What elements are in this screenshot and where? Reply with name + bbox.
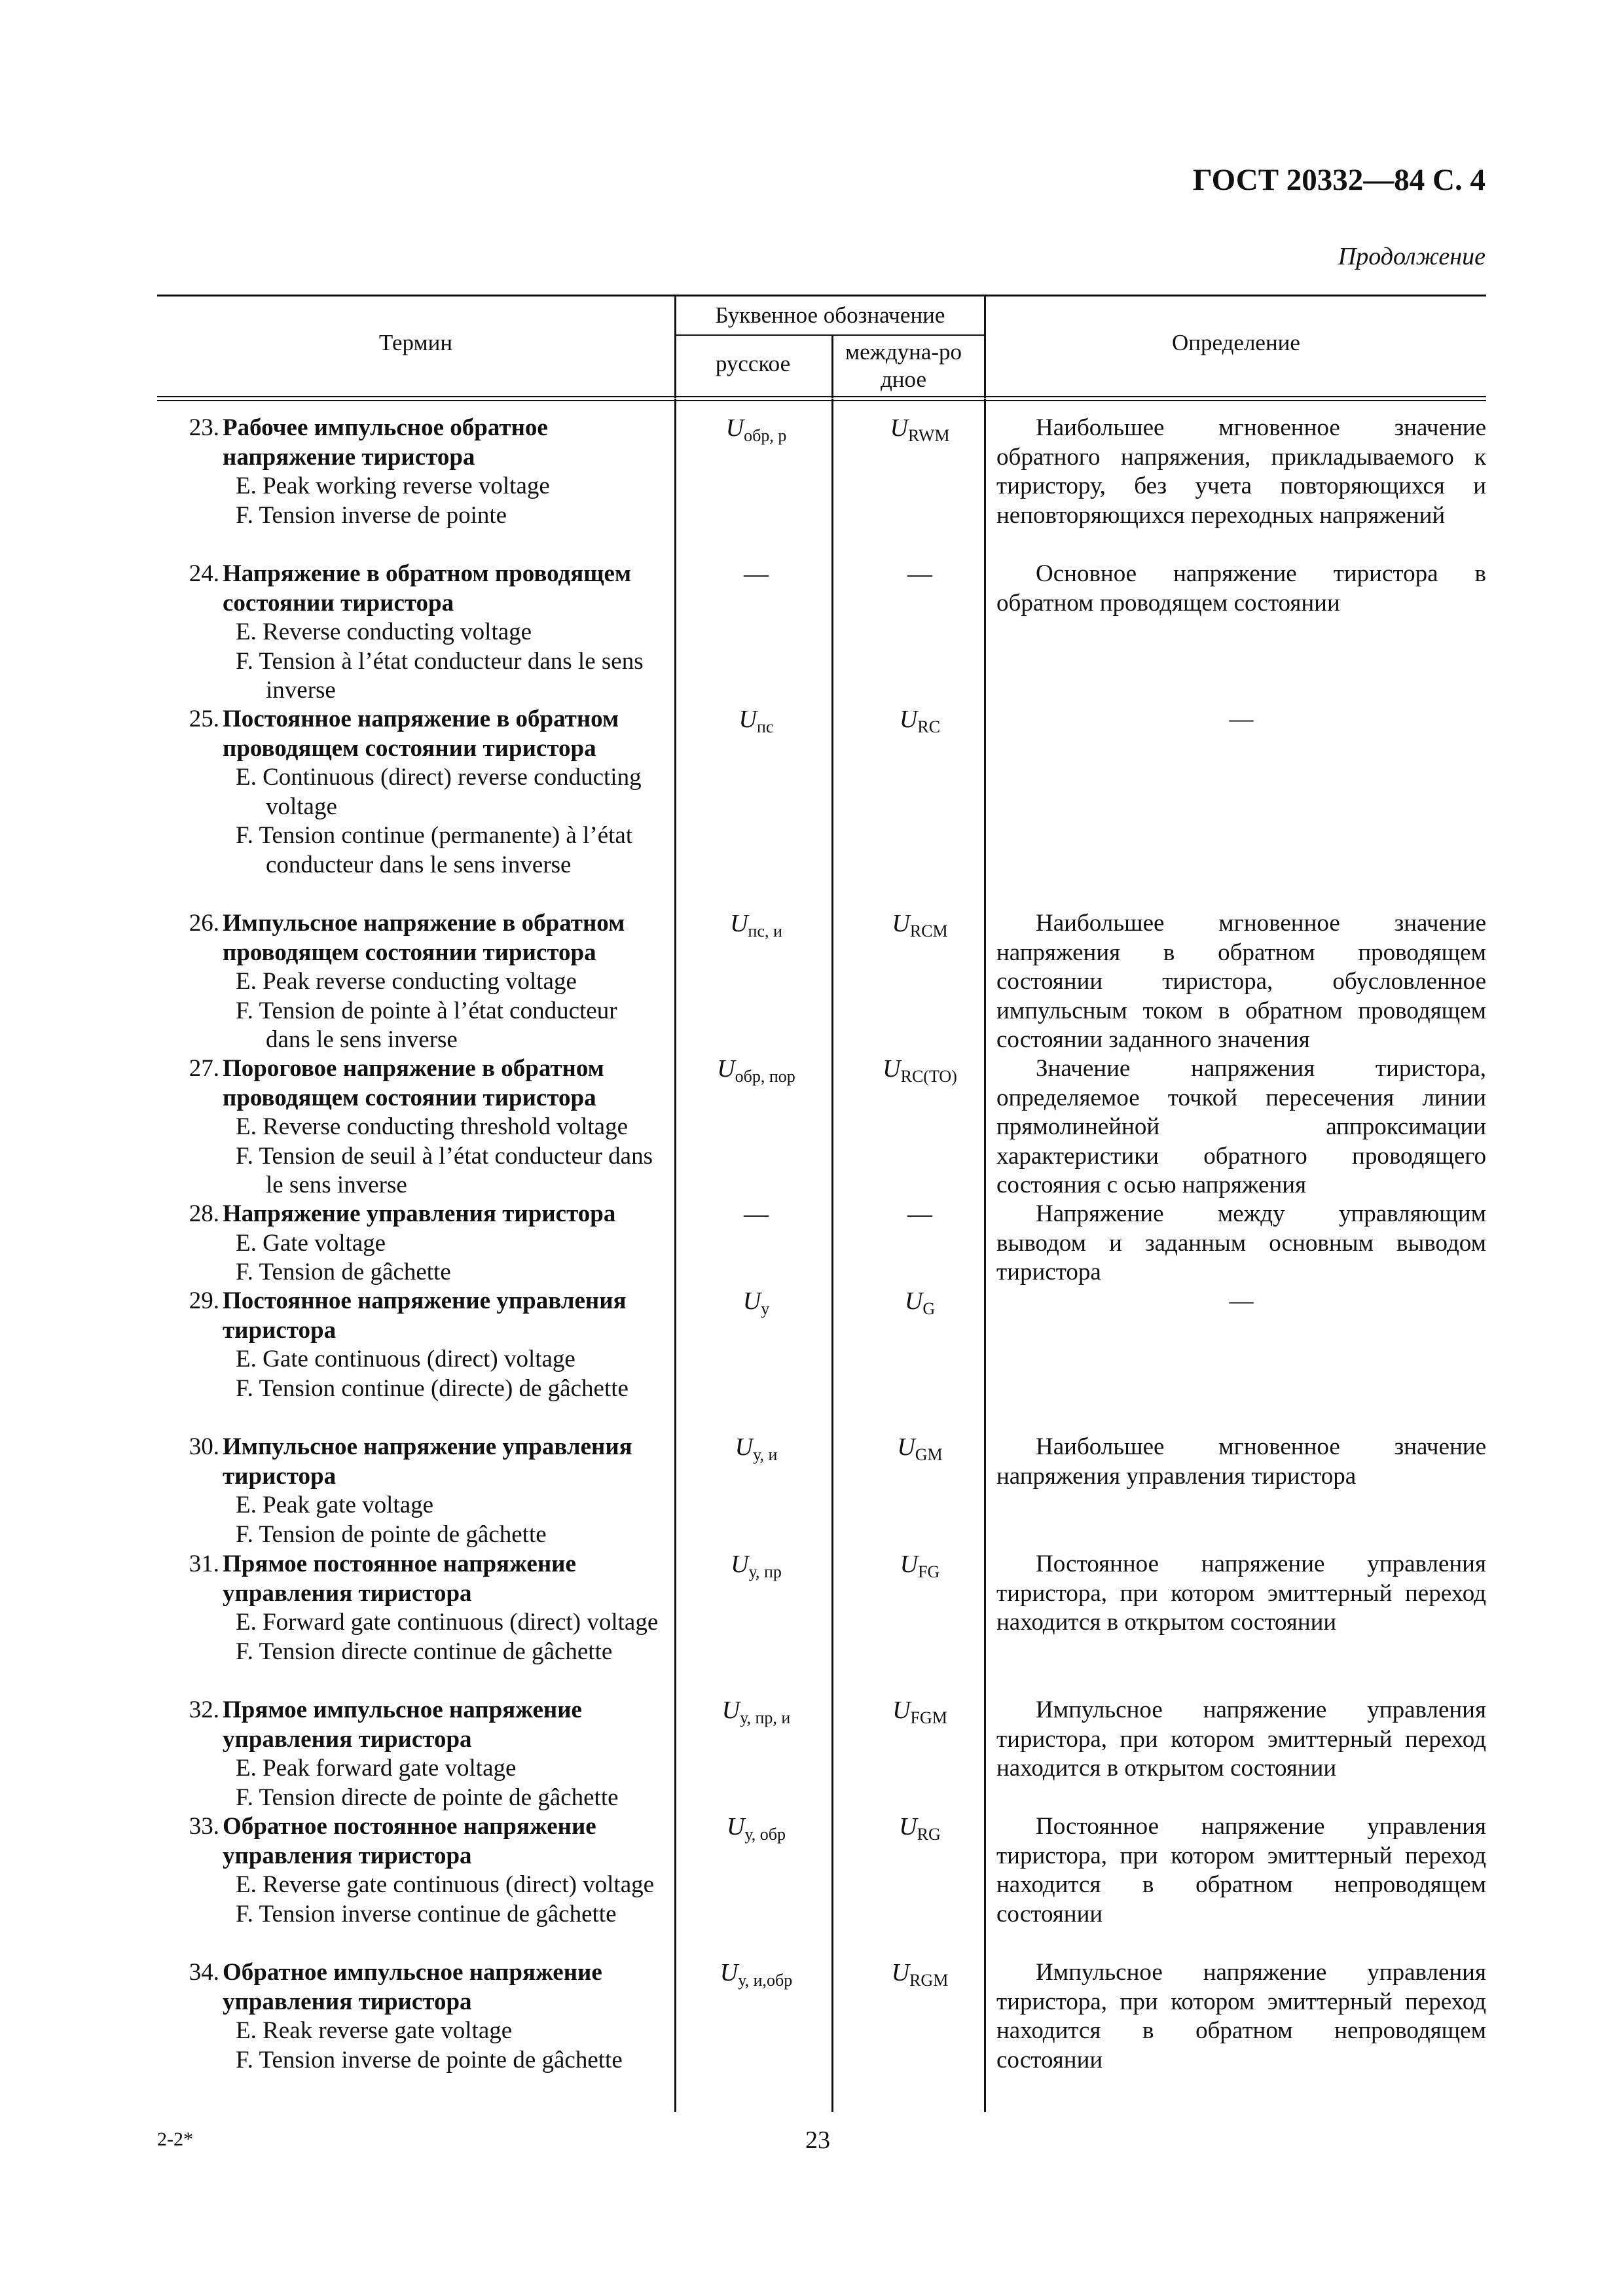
- definition-cell: [996, 414, 1486, 530]
- symbol-russian: $U_{у, пр, и}$: [721, 1696, 791, 1727]
- definition-cell: [996, 909, 1486, 1055]
- term-english: E. Peak gate voltage: [236, 1492, 434, 1518]
- term-cell: [157, 1696, 661, 1812]
- table-row: [157, 414, 1486, 560]
- term-french: F. Tension continue (directe) de gâchette: [236, 1374, 629, 1402]
- term-french: F. Tension de gâchette: [236, 1259, 451, 1285]
- term-russian: Прямое импульсное напряжение управления тиристора: [223, 1696, 582, 1753]
- term-french: F. Tension de pointe à l’état conducteur dans le sens inverse: [236, 997, 617, 1053]
- definition-text: Наибольшее мгновенное значение обратного напряжения, прикладываемого к тиристору, без учета повторяющихся и неповторяющихся переходных напряжений: [996, 414, 1486, 529]
- symbol-russian: $U_{пс, и}$: [730, 910, 782, 941]
- term-french: F. Tension de seuil à l’état conducteur dans le sens inverse: [236, 1142, 653, 1198]
- term-english: E. Peak forward gate voltage: [236, 1755, 517, 1782]
- term-french: F. Tension de pointe de gâchette: [236, 1520, 547, 1548]
- terms-table: [157, 414, 1486, 2075]
- table-row: [157, 1958, 1486, 2075]
- symbol-international: $U_{RC}$: [899, 706, 941, 736]
- definition-text: —: [1229, 1287, 1254, 1314]
- term-cell: [157, 1287, 661, 1403]
- term-english: E. Peak working reverse voltage: [236, 473, 550, 499]
- term-english: E. Forward gate continuous (direct) voltage: [236, 1609, 659, 1636]
- term-russian: Прямое постоянное напряжение управления тиристора: [223, 1551, 576, 1607]
- term-russian: Напряжение управления тиристора: [223, 1200, 616, 1227]
- definition-cell: [996, 1200, 1486, 1287]
- term-english: E. Reverse gate continuous (direct) voltage: [236, 1871, 655, 1898]
- definition-text: Постоянное напряжение управления тиристора, при котором эмиттерный переход находится в обратном непроводящем состоянии: [996, 1813, 1486, 1928]
- symbol-international: $U_G$: [904, 1287, 936, 1318]
- definition-text: Импульсное напряжение управления тиристора, при котором эмиттерный переход находится в открытом состоянии: [996, 1696, 1486, 1782]
- term-cell: [157, 560, 661, 706]
- term-french: F. Tension inverse continue de gâchette: [236, 1900, 617, 1928]
- definition-cell: [996, 560, 1486, 618]
- table-row: [157, 705, 1486, 909]
- definition-text: Постоянное напряжение управления тиристора, при котором эмиттерный переход находится в открытом состоянии: [996, 1551, 1486, 1636]
- symbol-international: $U_{RC(TO)}$: [883, 1055, 957, 1086]
- term-cell: [157, 1054, 661, 1200]
- term-number: 27.: [189, 1055, 219, 1082]
- term-french: F. Tension inverse de pointe de gâchette: [236, 2046, 623, 2073]
- definition-cell: [996, 705, 1486, 734]
- symbol-russian: —: [744, 560, 769, 588]
- term-russian: Импульсное напряжение в обратном проводящем состоянии тиристора: [223, 910, 625, 966]
- symbol-international: $U_{GM}$: [897, 1433, 943, 1464]
- term-cell: [157, 1958, 661, 2075]
- term-cell: [157, 1812, 661, 1929]
- term-number: 33.: [189, 1813, 219, 1840]
- term-number: 30.: [189, 1433, 219, 1460]
- symbol-russian: $U_{обр, пор}$: [717, 1055, 795, 1086]
- definition-text: Импульсное напряжение управления тиристора, при котором эмиттерный переход находится в обратном непроводящем состоянии: [996, 1959, 1486, 2073]
- symbol-russian: $U_{у, обр}$: [726, 1813, 786, 1844]
- term-english: E. Continuous (direct) reverse conducting voltage: [236, 764, 642, 820]
- definition-text: Основное напряжение тиристора в обратном проводящем состоянии: [996, 560, 1486, 617]
- term-russian: Обратное импульсное напряжение управления тиристора: [223, 1959, 602, 2015]
- table-row: [157, 1287, 1486, 1433]
- table-row: [157, 1433, 1486, 1550]
- term-french: F. Tension directe continue de gâchette: [236, 1638, 613, 1665]
- term-english: E. Peak reverse conducting voltage: [236, 968, 577, 995]
- term-french: F. Tension à l’état conducteur dans le sens inverse: [236, 647, 644, 704]
- term-cell: [157, 909, 661, 1055]
- definition-text: Наибольшее мгновенное значение напряжения управления тиристора: [996, 1433, 1486, 1490]
- symbol-russian: $U_{у, и,обр}$: [720, 1959, 793, 1990]
- header-definition: Определение: [1172, 330, 1300, 355]
- term-russian: Обратное постоянное напряжение управления тиристора: [223, 1813, 596, 1869]
- symbol-international: —: [907, 560, 932, 588]
- symbol-international: $U_{RWM}$: [890, 414, 950, 445]
- definition-text: Наибольшее мгновенное значение напряжения в обратном проводящем состоянии тиристора, обусловленное импульсным током в обратном проводящем состоянии заданного значения: [996, 910, 1486, 1053]
- header-international: междуна-родное: [845, 339, 962, 392]
- term-english: E. Gate continuous (direct) voltage: [236, 1346, 575, 1372]
- term-number: 26.: [189, 910, 219, 937]
- term-russian: Импульсное напряжение управления тиристора: [223, 1433, 632, 1490]
- table-row: [157, 1812, 1486, 1958]
- table-row: [157, 560, 1486, 705]
- term-cell: [157, 1433, 661, 1549]
- symbol-russian: $U_{обр, р}$: [725, 414, 787, 445]
- term-english: E. Reverse conducting voltage: [236, 619, 532, 645]
- definition-cell: [996, 1054, 1486, 1200]
- page-number: 23: [805, 2126, 830, 2154]
- symbol-russian: $U_{пс}$: [739, 706, 774, 736]
- definition-cell: [996, 1812, 1486, 1929]
- term-french: F. Tension inverse de pointe: [236, 501, 507, 529]
- term-number: 28.: [189, 1200, 219, 1227]
- term-number: 25.: [189, 706, 219, 732]
- term-english: E. Gate voltage: [236, 1229, 386, 1257]
- symbol-russian: $U_у$: [742, 1287, 770, 1318]
- term-russian: Постоянное напряжение управления тиристора: [223, 1287, 627, 1344]
- header-divider: [157, 396, 1486, 401]
- definition-cell: [996, 1550, 1486, 1638]
- footer-mark: 2-2*: [157, 2128, 193, 2150]
- term-english: E. Reverse conducting threshold voltage: [236, 1113, 629, 1140]
- header-letter-designation: Буквенное обозначение: [715, 302, 945, 328]
- continuation-label: Продолжение: [1338, 243, 1486, 270]
- term-number: 34.: [189, 1959, 219, 1986]
- term-french: F. Tension continue (permanente) à l’état conducteur dans le sens inverse: [236, 822, 633, 878]
- table-row: [157, 1550, 1486, 1696]
- term-number: 31.: [189, 1551, 219, 1577]
- term-cell: [157, 1550, 661, 1666]
- term-number: 32.: [189, 1696, 219, 1723]
- definition-text: Напряжение между управляющим выводом и заданным основным выводом тиристора: [996, 1200, 1486, 1285]
- term-french: F. Tension directe de pointe de gâchette: [236, 1784, 619, 1811]
- header-term: Термин: [378, 330, 453, 355]
- symbol-russian: $U_{у, пр}$: [731, 1551, 782, 1581]
- symbol-international: $U_{RG}$: [899, 1813, 941, 1844]
- definition-cell: [996, 1287, 1486, 1316]
- symbol-international: —: [907, 1200, 932, 1228]
- term-number: 29.: [189, 1287, 219, 1314]
- term-russian: Рабочее импульсное обратное напряжение тиристора: [223, 414, 548, 471]
- term-russian: Напряжение в обратном проводящем состоянии тиристора: [223, 560, 632, 617]
- definition-text: Значение напряжения тиристора, определяемое точкой пересечения линии прямолинейной аппроксимации характеристики обратного проводящего состояния с осью напряжения: [996, 1055, 1486, 1198]
- term-number: 23.: [189, 414, 219, 441]
- symbol-international: $U_{RCM}$: [892, 910, 948, 941]
- table-row: [157, 1054, 1486, 1200]
- term-number: 24.: [189, 560, 219, 587]
- symbol-russian: $U_{у, и}$: [735, 1433, 778, 1464]
- table-header: [157, 295, 1486, 398]
- symbol-international: $U_{RGM}$: [891, 1959, 949, 1990]
- term-english: E. Reak reverse gate voltage: [236, 2017, 513, 2044]
- symbol-international: $U_{FG}$: [900, 1551, 940, 1581]
- term-cell: [157, 414, 661, 530]
- table-row: [157, 909, 1486, 1054]
- term-cell: [157, 705, 661, 880]
- symbol-international: $U_{FGM}$: [892, 1696, 947, 1727]
- header-russian: русское: [715, 351, 791, 376]
- document-title: ГОСТ 20332—84 С. 4: [1192, 163, 1486, 197]
- definition-cell: [996, 1433, 1486, 1491]
- definition-cell: [996, 1958, 1486, 2075]
- definition-cell: [996, 1696, 1486, 1784]
- term-russian: Постоянное напряжение в обратном проводящем состоянии тиристора: [223, 706, 619, 762]
- table-row: [157, 1696, 1486, 1812]
- table-row: [157, 1200, 1486, 1287]
- term-russian: Пороговое напряжение в обратном проводящем состоянии тиристора: [223, 1055, 604, 1111]
- term-cell: [157, 1200, 661, 1287]
- symbol-russian: —: [744, 1200, 769, 1228]
- definition-text: —: [1229, 706, 1254, 732]
